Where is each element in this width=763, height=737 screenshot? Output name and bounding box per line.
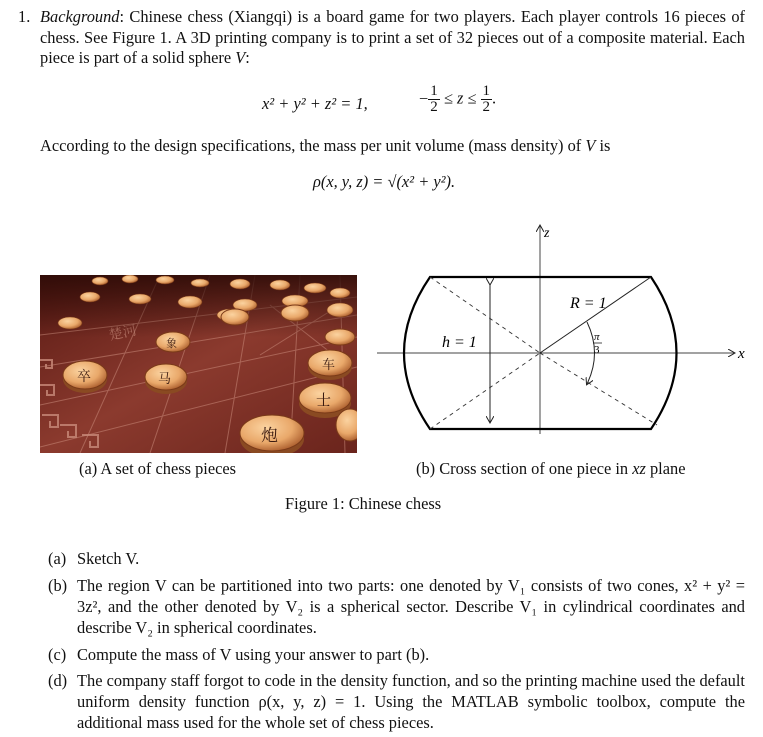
- cross-section-svg: [372, 222, 757, 434]
- chess-photo-illustration: [40, 275, 357, 453]
- caption-b-plane: xz: [632, 459, 646, 478]
- angle-label-den: 3: [594, 344, 600, 356]
- range-mid: ≤ z ≤: [443, 88, 477, 108]
- caption-b-suffix: plane: [645, 459, 686, 478]
- caption-b: [416, 459, 685, 479]
- part-d-label: (d): [48, 671, 68, 690]
- range-end: .: [492, 88, 497, 108]
- angle-label-num: π: [594, 331, 600, 343]
- piece-glyph-0: 炮: [261, 426, 278, 446]
- part-c-label: (c): [48, 645, 67, 664]
- x-axis-label: x: [738, 346, 745, 362]
- piece-glyph-3: 车: [322, 358, 336, 373]
- caption-a: (a) A set of chess pieces: [79, 459, 237, 478]
- chess-photo: [40, 275, 357, 453]
- intro-paragraph: [40, 7, 745, 69]
- part-d: [48, 671, 745, 733]
- height-label: h = 1: [442, 334, 477, 351]
- sphere-equation-text: x² + y² + z² = 1,: [262, 94, 368, 113]
- piece-glyph-4: 象: [166, 337, 177, 350]
- intro-end: :: [245, 48, 250, 67]
- radius-label: R = 1: [570, 295, 607, 312]
- piece-glyph-1: 马: [158, 372, 172, 387]
- problem-number: 1.: [18, 7, 31, 26]
- part-a-label: (a): [48, 549, 67, 568]
- background-label: Background: [40, 7, 120, 26]
- caption-b-prefix: (b) Cross section of one piece in: [416, 459, 633, 478]
- part-b-label: (b): [48, 576, 68, 595]
- intro-symbol: V: [235, 48, 246, 67]
- cross-section-diagram: [372, 222, 757, 434]
- density-intro: According to the design specifications, the mass per unit volume (mass density) of: [40, 136, 586, 155]
- intro-text: : Chinese chess (Xiangqi) is a board game for two players. Each player controls 16 pieces of chess. See Figure 1. A 3D printing company is to print a set of 32 pieces out of a composite material. Each piece is part of a solid sphere: [40, 7, 745, 67]
- range-minus: −: [419, 89, 429, 109]
- part-c: [48, 645, 745, 666]
- range-frac-left: $\frac{1}{2}$: [430, 83, 438, 115]
- piece-glyph-2: 卒: [77, 369, 91, 385]
- density-equation: ρ(x, y, z) = √(x² + y²).: [313, 172, 456, 191]
- sphere-equation: [262, 84, 562, 124]
- part-b: [48, 576, 745, 638]
- piece-glyph-5: 士: [316, 391, 332, 409]
- range-frac-right: $\frac{1}{2}$: [482, 83, 491, 115]
- z-axis-label: z: [544, 226, 550, 241]
- part-d-text: The company staff forgot to code in the density function, and so the printing machine used the default uniform density function ρ(x, y, z) = 1. Using the MATLAB symbolic toolbox, compute the additional mass used for the whole set of chess pieces.: [77, 671, 745, 732]
- density-symbol: V: [585, 136, 596, 155]
- part-c-text: Compute the mass of V using your answer to part (b).: [77, 645, 430, 664]
- part-b-text: The region V can be partitioned into two parts: one denoted by V₁ consists of two cones, x² + y² = 3z², and the other denoted by V₂ is a spherical sector. Describe V₁ in cylindrical coordinates and describe V₂ in spherical coordinates.: [77, 576, 745, 637]
- part-a: [48, 549, 745, 570]
- figure-title: Figure 1: Chinese chess: [285, 494, 442, 513]
- density-paragraph: [40, 136, 745, 157]
- range-expression: [419, 84, 496, 115]
- density-intro-end: is: [595, 136, 611, 155]
- part-a-text: Sketch V.: [77, 549, 140, 568]
